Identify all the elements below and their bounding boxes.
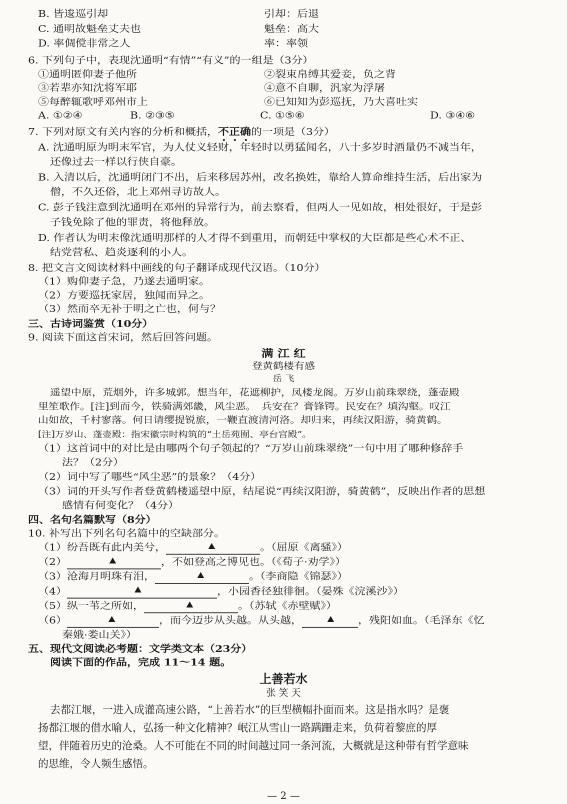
blank-middle: ，而今迈步从头越。从头越，	[159, 614, 302, 627]
blank-prefix: （4）	[38, 585, 67, 597]
q6-choices	[38, 110, 475, 122]
choice-d: D. ③④⑥	[430, 110, 476, 122]
blank-prefix: （2）	[38, 556, 67, 568]
poem-line: 里笙歌作。[注]到而今，铁骑满郊畿，风尘恶。 兵安在？膏锋锷。民安在？填沟壑。叹江	[38, 401, 451, 412]
q7-line: 僧，不久还俗，北上邓州寻访故人。	[50, 186, 226, 198]
q9-item: （1）这首词中的对比是由哪两个句子领起的？“万岁山前珠翠绕”一句中用了哪种修辞手	[38, 442, 464, 455]
article-line: 望，伴随着历史的沧桑。人不可能在不同的时间越过同一条河流，大概就是这种带有哲学意味	[38, 740, 469, 752]
q6-stem: 6. 下列句子中，表现沈通明“有情”“有义”的一组是（3分）	[28, 55, 314, 67]
q9-item: （2）词中写了哪些“风尘恶”的景象？（4分）	[38, 471, 262, 483]
q5-option-b	[38, 9, 319, 21]
fill-blank-1	[38, 542, 348, 554]
q6-row-3	[38, 96, 418, 108]
q6-row-1	[38, 69, 396, 81]
option-text: C. 通明故魁垒丈夫也	[38, 23, 142, 35]
fill-blank-4	[38, 586, 404, 598]
option-gloss: 率：率领	[264, 37, 308, 50]
option-gloss: 魁垒：高大	[264, 23, 319, 35]
blank-prefix: （5）纵一苇之所如，	[38, 600, 144, 612]
poem-title: 满 江 红	[261, 347, 306, 360]
article-line: 的思维，令人频生感悟。	[38, 758, 154, 770]
q7-line: B. 入清以后，沈通明闭门不出，后来移居苏州，改名换姓，靠给人算命维持生活，后出家为	[38, 172, 483, 184]
answer-blank[interactable]	[155, 572, 249, 583]
poem-author: 岳 飞	[272, 374, 295, 384]
blank-suffix: ，不如登高之博见也。（《荀子·劝学》）	[161, 556, 346, 568]
article-author: 张 笑 天	[266, 688, 301, 699]
fill-blank-2	[38, 556, 346, 568]
q7-stem-part: 的一项是（3分）	[251, 126, 335, 138]
article-line: 去都江堰，一进入成灌高速公路，“上善若水”的巨型横幅扑面而来。这是指水吗？是褒	[50, 704, 450, 716]
q10-stem: 10. 补写出下列名句名篇中的空缺部分。	[28, 528, 225, 540]
fill-blank-6-tail: 秦娥·娄山关》）	[62, 629, 137, 641]
blank-suffix: 。（屈原《离骚》）	[260, 541, 348, 553]
choice-c: C. ①⑤⑥	[260, 110, 305, 122]
q7-line: 还像过去一样以行侠自豪。	[50, 156, 182, 168]
q7-line: 子钱免除了他的罪责，将他释放。	[50, 216, 215, 228]
q5-option-d	[38, 38, 308, 50]
answer-blank[interactable]	[302, 616, 358, 627]
q8-stem: 8. 把文言文阅读材料中画线的句子翻译成现代汉语。（10分）	[28, 262, 326, 274]
q6-row-2	[38, 83, 385, 95]
q8-item: （2）方要巡抚家居，独闻而异之。	[38, 289, 210, 301]
page-number: — 2 —	[267, 791, 300, 802]
q9-item: 法？（2分）	[62, 456, 124, 468]
fill-blank-6	[38, 615, 485, 627]
blank-suffix: 。（李商隐《锦瑟》）	[249, 571, 348, 583]
section-5-title: 五、现代文阅读必考题：文学类文本（23分）	[28, 643, 253, 655]
q6-item: ③若辈亦知沈将军耶	[38, 82, 137, 94]
q5-option-c	[38, 23, 319, 35]
option-text: B. 皆逡巡引却	[38, 8, 109, 20]
q8-item: （3）然而卒无补于明之亡也，何与？	[38, 303, 221, 315]
q9-item: 感情有何变化？（4分）	[62, 499, 179, 511]
answer-blank[interactable]	[144, 602, 238, 613]
q6-item: ④意不自聊，汎家为浮屠	[264, 82, 385, 94]
q6-item: ⑥已知知为彭巡抚，乃大喜吐实	[264, 96, 418, 108]
section-5-instruction: 阅读下面的作品，完成 11～14 题。	[50, 657, 232, 669]
blank-prefix: （1）纷吾既有此内美兮，	[38, 541, 166, 553]
q8-item: （1）购仰妻子急，乃遂去通明家。	[38, 276, 210, 288]
q7-line: D. 作者认为明末像沈通明那样的人才得不到重用，而朝廷中掌权的大臣都是些心术不正、	[38, 232, 472, 244]
q9-stem: 9. 阅读下面这首宋词，然后回答问题。	[28, 331, 218, 344]
q7-line: A. 沈通明原为明末军官，为人仗义轻财，年轻时以勇猛闻名，八十多岁时酒量仍不减当年，	[38, 141, 482, 154]
poem-line: 遥望中原，荒烟外，许多城郭。想当年，花遮柳护，凤楼龙阁。万岁山前珠翠绕，蓬壶殿	[50, 387, 460, 399]
option-text: D. 率倜傥非常之人	[38, 37, 131, 50]
fill-blank-5	[38, 600, 337, 612]
q9-item: （3）词的开头写作者登黄鹤楼遥望中原，结尾说“再续汉阳游，骑黄鹤”，反映出作者的思想	[38, 485, 486, 498]
blank-suffix: 。（苏轼《赤壁赋》）	[238, 600, 337, 612]
poem-line: 山如故，千村寥落。何日请缨提锐旅，一鞭直渡清河洛。却归来，再续汉阳游，骑黄鹤。	[38, 415, 448, 426]
q7-line: 结党营私、趋炎逐利的小人。	[50, 246, 193, 258]
answer-blank[interactable]	[67, 616, 159, 627]
option-gloss: 引却：后退	[264, 8, 319, 20]
q7-stem-emphasis: 不正确	[218, 126, 251, 138]
q7-line: C. 彭子钱注意到沈通明在邓州的异常行为，前去察看，但两人一见如故，相处很好，于是彭	[38, 202, 483, 214]
poem-subtitle: 登黄鹤楼有感	[252, 361, 315, 372]
q6-item: ①通明匿仰妻子他所	[38, 68, 137, 80]
blank-suffix: ，小园香径独徘徊。（晏殊《浣溪沙》）	[217, 585, 404, 597]
article-line: 扬都江堰的借水喻人，弘扬一种文化精神？岷江从雪山一路蹒跚走来，负荷着黎庶的厚	[38, 722, 437, 734]
choice-b: B. ②③⑤	[130, 110, 175, 122]
article-title: 上善若水	[259, 672, 308, 686]
q7-stem-part: 7. 下列对原文有关内容的分析和概括，	[28, 126, 218, 138]
answer-blank[interactable]	[67, 587, 217, 598]
blank-suffix: ，残阳如血。（毛泽东《忆	[358, 614, 485, 627]
section-3-title: 三、古诗词鉴赏（10分）	[28, 318, 154, 330]
choice-a: A. ①②④	[38, 110, 83, 122]
answer-blank[interactable]	[67, 558, 161, 569]
fill-blank-3	[38, 571, 348, 583]
blank-prefix: （6）	[38, 614, 67, 627]
blank-prefix: （3）沧海月明珠有泪，	[38, 571, 155, 583]
answer-blank[interactable]	[166, 543, 260, 554]
section-4-title: 四、名句名篇默写（8分）	[28, 514, 157, 526]
q6-item: ⑤每醉辄歌呼邓州市上	[38, 96, 148, 108]
poem-note: [注]万岁山、蓬壶殿：指宋徽宗时构筑的“土岳苑囿、亭台宫殿”。	[38, 430, 312, 440]
q6-item: ②裂束帛缚其爱妾，负之背	[264, 68, 396, 80]
